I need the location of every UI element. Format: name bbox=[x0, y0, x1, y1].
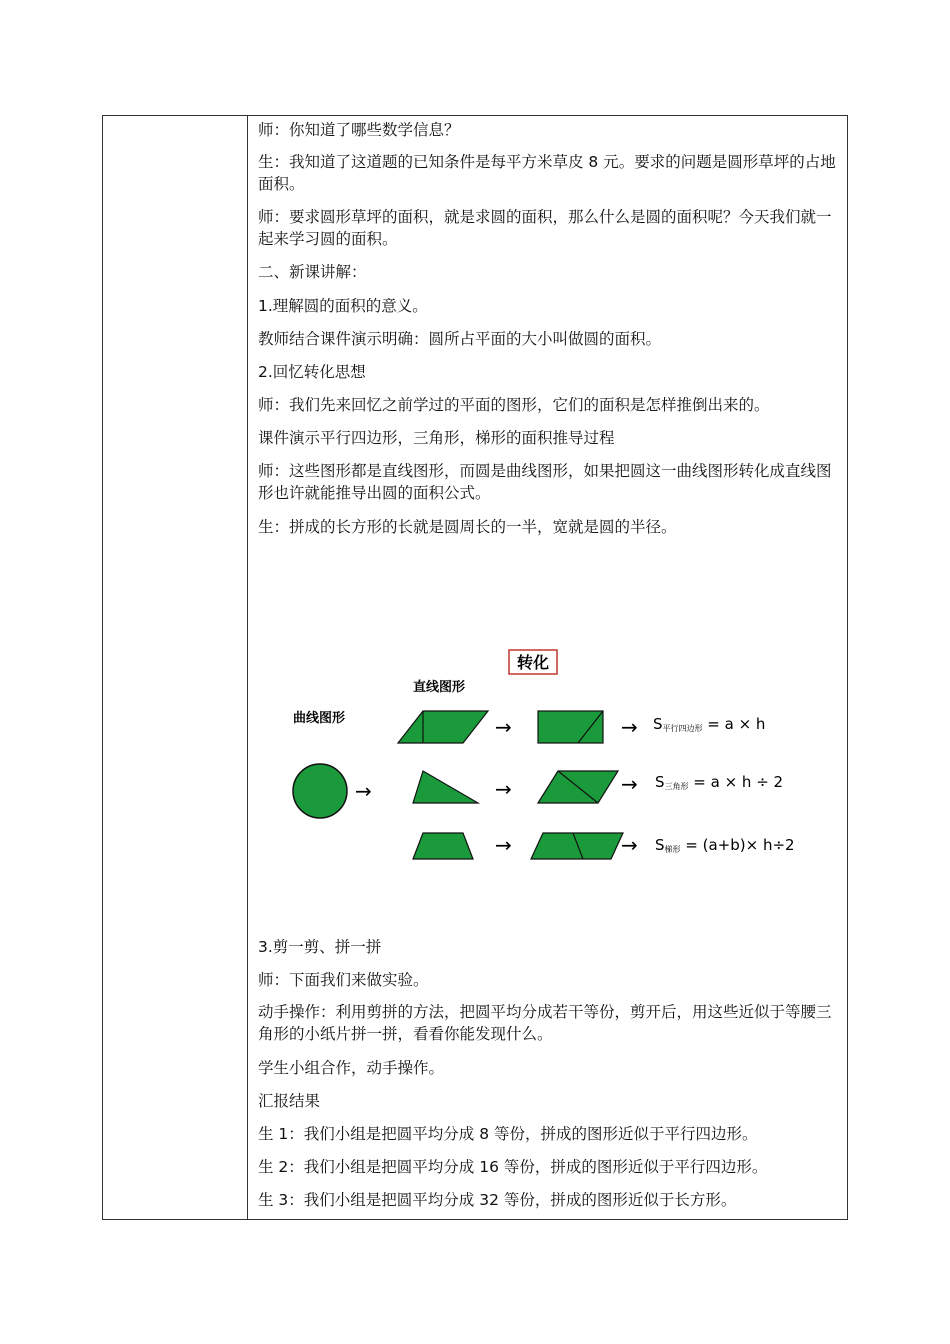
conversion-diagram bbox=[283, 645, 803, 870]
triangle-shape bbox=[413, 771, 478, 803]
paragraph: 教师结合课件演示明确：圆所占平面的大小叫做圆的面积。 bbox=[258, 330, 662, 348]
paragraph: 课件演示平行四边形，三角形，梯形的面积推导过程 bbox=[258, 429, 615, 447]
arrow-icon: → bbox=[355, 779, 372, 803]
straight-shapes-label: 直线图形 bbox=[413, 680, 466, 695]
left-column bbox=[103, 116, 248, 1219]
trapezoid-shape bbox=[413, 833, 473, 859]
diagram-title: 转化 bbox=[516, 653, 550, 672]
paragraph: 学生小组合作，动手操作。 bbox=[258, 1059, 445, 1077]
paragraph: 师：这些图形都是直线图形，而圆是曲线图形，如果把圆这一曲线图形转化成直线图形也许就能推导出圆的面积公式。 bbox=[258, 462, 832, 502]
paragraph: 师：下面我们来做实验。 bbox=[258, 971, 429, 989]
paragraph: 生 2：我们小组是把圆平均分成 16 等份，拼成的图形近似于平行四边形。 bbox=[258, 1158, 768, 1176]
arrow-icon: → bbox=[495, 833, 512, 857]
paragraph: 动手操作：利用剪拼的方法，把圆平均分成若干等份，剪开后，用这些近似于等腰三角形的小纸片拼一拼，看看你能发现什么。 bbox=[258, 1003, 832, 1043]
formula-triangle: S三角形 = a × h ÷ 2 bbox=[655, 773, 784, 791]
paragraph: 生：拼成的长方形的长就是圆周长的一半，宽就是圆的半径。 bbox=[258, 518, 677, 536]
paragraph: 生 1：我们小组是把圆平均分成 8 等份，拼成的图形近似于平行四边形。 bbox=[258, 1125, 758, 1143]
paragraph: 3.剪一剪、拼一拼 bbox=[258, 938, 382, 956]
parallelogram-shape bbox=[398, 711, 488, 743]
paragraph: 二、新课讲解： bbox=[258, 263, 367, 281]
formula-parallelogram: S平行四边形 = a × h bbox=[653, 715, 766, 733]
circle-shape bbox=[293, 764, 347, 818]
paragraph: 汇报结果 bbox=[258, 1092, 321, 1110]
arrow-icon: → bbox=[621, 833, 638, 857]
arrow-icon: → bbox=[495, 777, 512, 801]
paragraph: 生 3：我们小组是把圆平均分成 32 等份，拼成的图形近似于长方形。 bbox=[258, 1191, 737, 1209]
formula-trapezoid: S梯形 = (a+b)× h÷2 bbox=[655, 836, 795, 854]
arrow-icon: → bbox=[495, 715, 512, 739]
parallelogram-from-trapezoids bbox=[531, 833, 623, 859]
paragraph: 2.回忆转化思想 bbox=[258, 363, 366, 381]
arrow-icon: → bbox=[621, 772, 638, 796]
arrow-icon: → bbox=[621, 715, 638, 739]
paragraph: 师：你知道了哪些数学信息？ bbox=[258, 121, 460, 139]
paragraph: 生：我知道了这道题的已知条件是每平方米草皮 8 元。要求的问题是圆形草坪的占地面积。 bbox=[258, 153, 836, 193]
paragraph: 师：我们先来回忆之前学过的平面的图形，它们的面积是怎样推倒出来的。 bbox=[258, 396, 770, 414]
paragraph: 师：要求圆形草坪的面积，就是求圆的面积，那么什么是圆的面积呢？今天我们就一起来学习圆的面积。 bbox=[258, 208, 832, 248]
paragraph: 1.理解圆的面积的意义。 bbox=[258, 297, 428, 315]
rectangle-shape bbox=[538, 711, 603, 743]
curved-shapes-label: 曲线图形 bbox=[293, 711, 346, 726]
